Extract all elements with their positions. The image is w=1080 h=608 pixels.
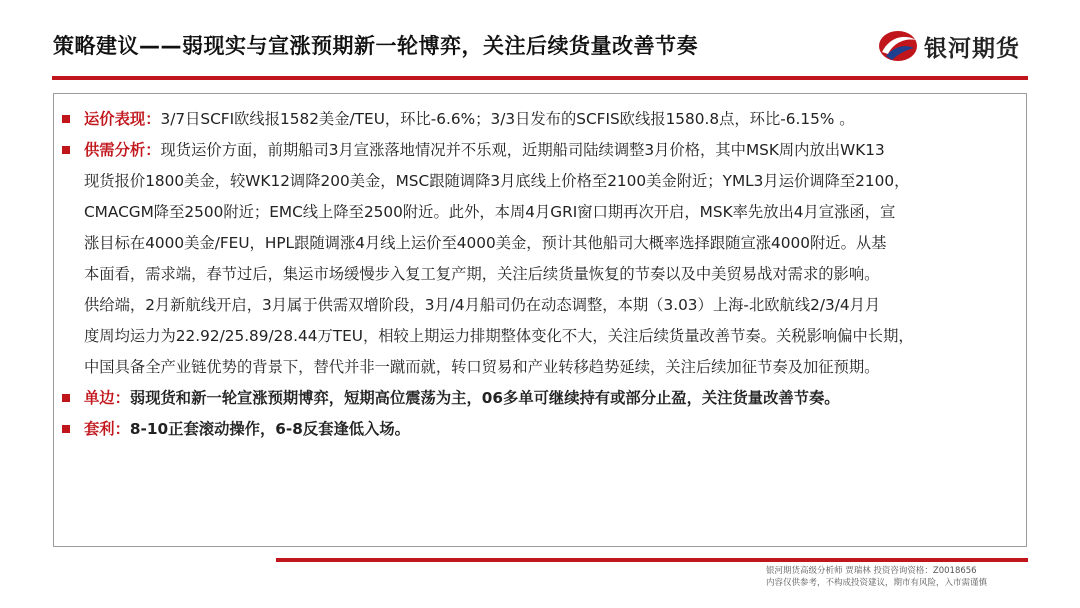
footer-divider [276,558,1028,562]
bullet-text-line: 涨目标在4000美金/FEU，HPL跟随调涨4月线上运价至4000美金，预计其他船司大概率选择跟随宣涨4000附近。从基 [84,234,887,252]
bullet-text-line: 中国具备全产业链优势的背景下，替代并非一蹴而就，转口贸易和产业转移趋势延续，关注后续加征节奏及加征预期。 [84,358,880,376]
bullet-single-side [62,383,1026,414]
bullet-label: 运价表现： [84,110,161,128]
bullet-arbitrage [62,414,1026,445]
bullet-text-line: 现货运价方面，前期船司3月宣涨落地情况并不乐观，近期船司陆续调整3月价格，其中MSK周内放出WK13 [160,141,885,159]
footer-disclaimer [766,565,987,589]
bullet-text: 8-10正套滚动操作，6-8反套逢低入场。 [129,420,410,438]
bullet-text: 3/7日SCFI欧线报1582美金/TEU，环比-6.6%；3/3日发布的SCFIS欧线报1580.8点，环比-6.15% 。 [160,110,855,128]
bullet-text-line: 现货报价1800美金，较WK12调降200美金，MSC跟随调降3月底线上价格至2100美金附近；YML3月运价调降至2100， [84,172,910,190]
page-title: 策略建议——弱现实与宣涨预期新一轮博弈，关注后续货量改善节奏 [53,34,698,58]
bullet-list [54,94,1026,445]
company-logo [876,24,1020,68]
bullet-text: 弱现货和新一轮宣涨预期博弈，短期高位震荡为主，06多单可继续持有或部分止盈，关注货量改善节奏。 [129,389,840,407]
bullet-text-line: CMACGM降至2500附近；EMC线上降至2500附近。此外，本周4月GRI窗口期再次开启，MSK率先放出4月宣涨函，宣 [84,203,896,221]
bullet-text-line: 供给端，2月新航线开启，3月属于供需双增阶段，3月/4月船司仍在动态调整，本期（3.03）上海-北欧航线2/3/4月月 [84,296,881,314]
analyst-credential: 银河期货高级分析师 贾瑞林 投资咨询资格：Z0018656 [766,566,977,576]
header-divider [52,76,1028,80]
strategy-content-box [53,93,1027,547]
bullet-label: 供需分析： [84,141,161,159]
bullet-text-line: 度周均运力为22.92/25.89/28.44万TEU，相较上期运力排期整体变化不大，关注后续货量改善节奏。关税影响偏中长期， [84,327,914,345]
bullet-label: 单边： [84,389,130,407]
bullet-supply-demand [62,135,1026,383]
logo-text: 银河期货 [924,35,1020,62]
galaxy-swoosh-logo-icon [876,28,920,64]
bullet-label: 套利： [84,420,130,438]
bullet-text-line: 本面看，需求端，春节过后，集运市场缓慢步入复工复产期，关注后续货量恢复的节奏以及中美贸易战对需求的影响。 [84,265,880,283]
bullet-price-performance [62,104,1026,135]
risk-disclaimer: 内容仅供参考，不构成投资建议，期市有风险，入市需谨慎 [766,578,988,588]
